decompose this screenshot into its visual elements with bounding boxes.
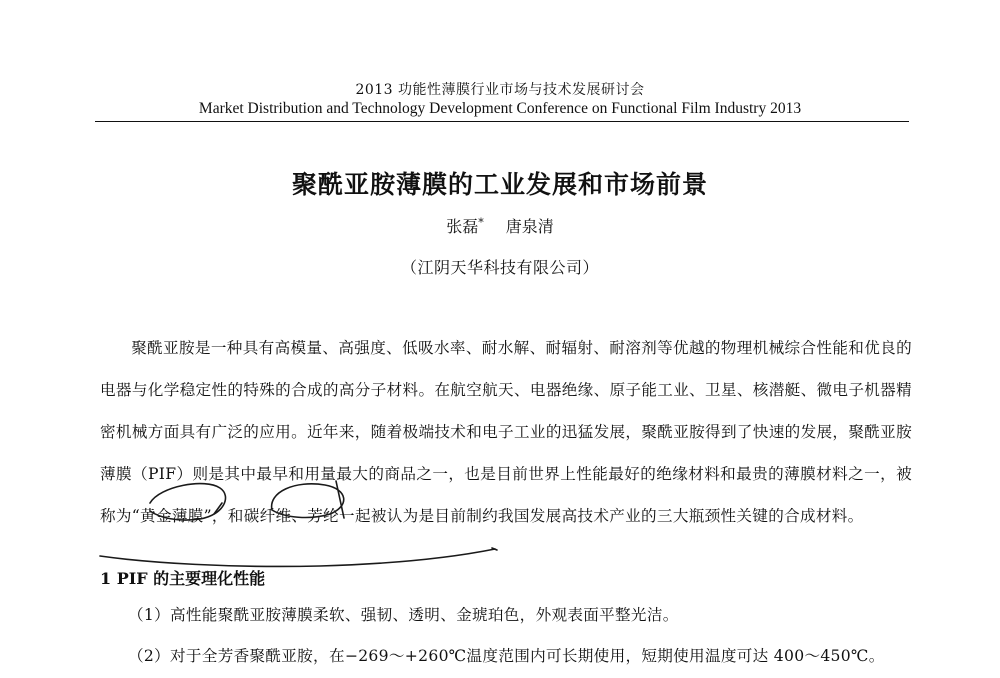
author-name: 唐泉清 xyxy=(505,217,554,236)
section-heading: 1 PIF 的主要理化性能 xyxy=(100,569,266,588)
affiliation: （江阴天华科技有限公司） xyxy=(400,258,599,277)
list-item: （1）高性能聚酰亚胺薄膜柔软、强韧、透明、金琥珀色，外观表面平整光洁。 xyxy=(128,606,679,624)
pen-underline xyxy=(100,549,495,566)
author-line xyxy=(0,214,1000,237)
conference-title-cn: 2013 功能性薄膜行业市场与技术发展研讨会 xyxy=(355,82,645,98)
header-rule xyxy=(95,121,909,122)
author-name: 张磊 xyxy=(446,217,479,236)
abstract-paragraph: 聚酰亚胺是一种具有高模量、高强度、低吸水率、耐水解、耐辐射、耐溶剂等优越的物理机械综合性能和优良的电器与化学稳定性的特殊的合成的高分子材料。在航空航天、电器绝缘、原子能工业、卫星、核潜艇、微电子机器精密机械方面具有广泛的应用。近年来，随着极端技术和电子工业的迅猛发展，聚酰亚胺得到了快速的发展，聚酰亚胺薄膜（PIF）则是其中最早和用量最大的商品之一，也是目前世界上性能最好的绝缘材料和最贵的薄膜材料之一，被称为“黄金薄膜”，和碳纤维、芳纶一起被认为是目前制约我国发展高技术产业的三大瓶颈性关键的合成材料。 xyxy=(100,339,912,525)
conference-title-en: Market Distribution and Technology Development Conference on Functional Film Industry 2013 xyxy=(198,100,802,117)
pen-dot xyxy=(492,548,497,550)
corresponding-author-mark: * xyxy=(478,215,484,229)
list-item: （2）对于全芳香聚酰亚胺，在−269～+260℃温度范围内可长期使用，短期使用温度可达 400～450℃。 xyxy=(128,647,885,665)
paper-title: 聚酰亚胺薄膜的工业发展和市场前景 xyxy=(291,170,708,199)
